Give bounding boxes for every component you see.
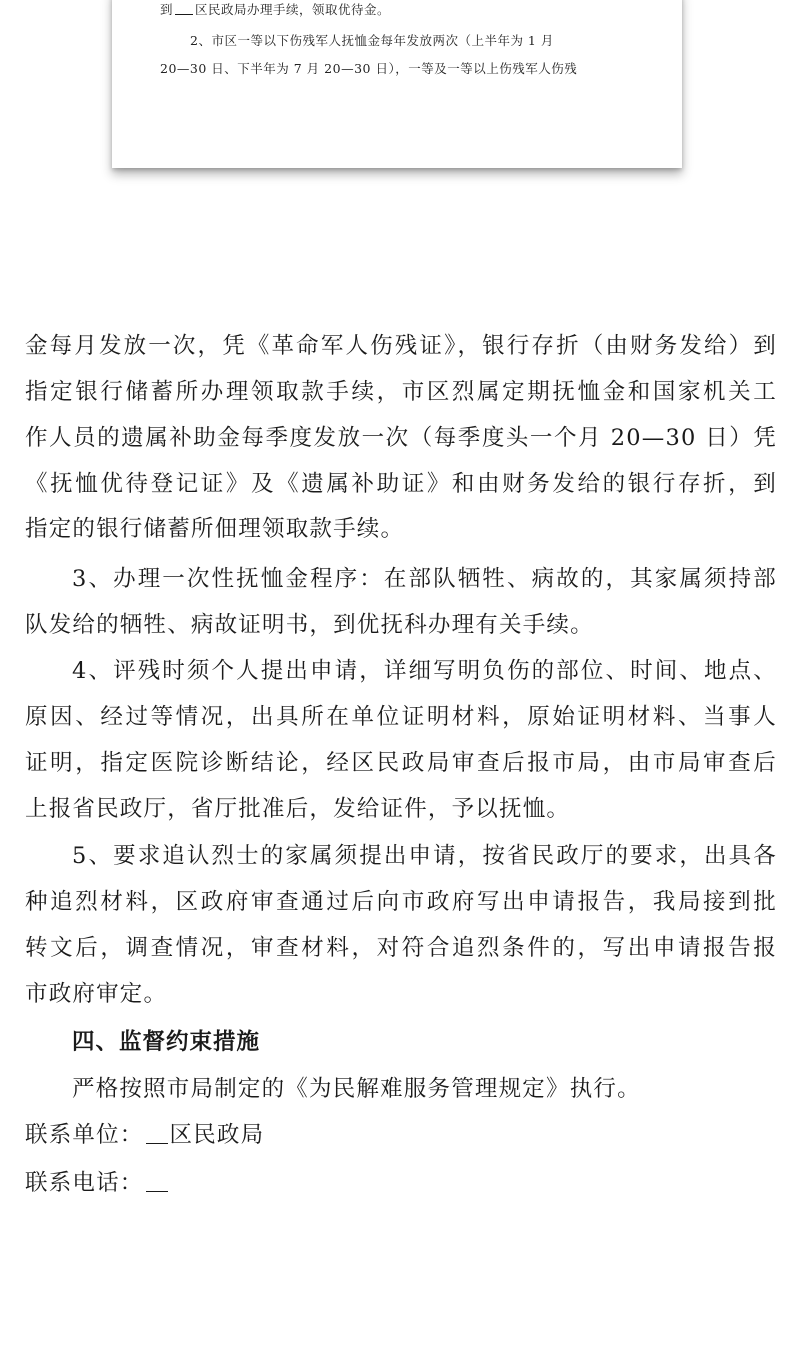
paragraph-line: 3、办理一次性抚恤金程序：在部队牺牲、病故的，其家属须持部 (72, 566, 777, 592)
paragraph-line: 转文后，调查情况，审查材料，对符合追烈条件的，写出申请报告报 (25, 935, 777, 961)
paragraph-line: 种追烈材料，区政府审查通过后向市政府写出申请报告，我局接到批 (25, 889, 777, 915)
paragraph-line: 队发给的牺牲、病故证明书，到优抚科办理有关手续。 (25, 612, 594, 638)
paragraph-line: 指定银行储蓄所办理领取款手续，市区烈属定期抚恤金和国家机关工 (25, 379, 777, 405)
contact-unit-label: 联系单位： (25, 1122, 144, 1148)
paragraph-line: 指定的银行储蓄所佃理领取款手续。 (25, 516, 405, 542)
paragraph-line: 4、评残时须个人提出申请，详细写明负伤的部位、时间、地点、 (72, 658, 777, 684)
contact-phone (25, 1163, 777, 1203)
preview-line-2: 2、市区一等以下伤残军人抚恤金每年发放两次（上半年为 1 月 (190, 33, 554, 48)
paragraph-line: 严格按照市局制定的《为民解难服务管理规定》执行。 (72, 1076, 641, 1102)
document-page-preview (112, 0, 682, 168)
paragraph-line: 原因、经过等情况，出具所在单位证明材料，原始证明材料、当事人 (25, 704, 777, 730)
paragraph-line: 市政府审定。 (25, 981, 168, 1007)
blank-field (146, 1163, 168, 1192)
paragraph-line: 《抚恤优待登记证》及《遗属补助证》和由财务发给的银行存折，到 (25, 471, 777, 497)
paragraph-line: 证明，指定医院诊断结论，经区民政局审查后报市局，由市局审查后 (25, 750, 777, 776)
blank-field (146, 1115, 168, 1144)
contact-unit (25, 1115, 777, 1155)
preview-line-1: 到 区民政局办理手续，领取优待金。 (160, 2, 391, 17)
section-heading: 四、监督约束措施 (72, 1029, 261, 1055)
paragraph-line: 作人员的遗属补助金每季度发放一次（每季度头一个月 20—30 日）凭 (25, 425, 777, 451)
paragraph-line: 金每月发放一次，凭《革命军人伤残证》，银行存折（由财务发给）到 (25, 333, 777, 359)
contact-phone-label: 联系电话： (25, 1170, 144, 1196)
preview-line-3: 20—30 日、下半年为 7 月 20—30 日），一等及一等以上伤残军人伤残 (160, 61, 578, 76)
paragraph-line: 5、要求追认烈士的家属须提出申请，按省民政厅的要求，出具各 (72, 843, 777, 869)
paragraph-line: 上报省民政厅，省厅批准后，发给证件，予以抚恤。 (25, 796, 571, 822)
contact-unit-value: 区民政局 (169, 1122, 265, 1148)
